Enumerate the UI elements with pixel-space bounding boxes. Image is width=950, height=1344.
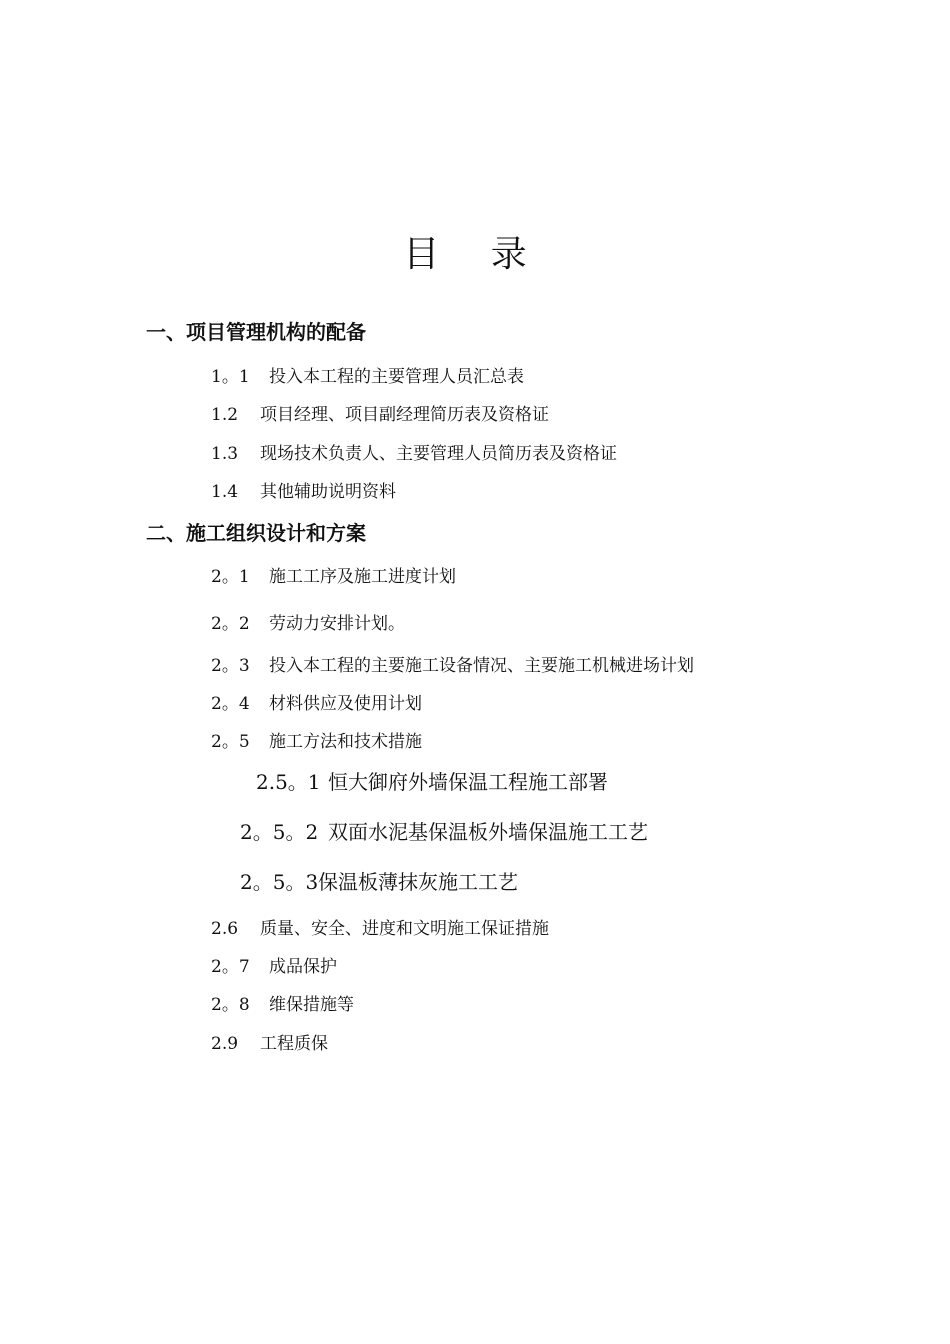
toc-item-2-5 [211,727,422,752]
toc-item-2-5-1 [256,766,608,795]
toc-item-number: 1.2 [211,405,239,425]
section-heading-2: 二、施工组织设计和方案 [146,521,366,545]
toc-item-number: 2。5 [211,732,250,752]
toc-item-2-6 [211,914,549,939]
toc-item-1-4 [211,477,396,502]
toc-item-1-3 [211,439,617,464]
toc-item-text: 现场技术负责人、主要管理人员简历表及资格证 [260,444,617,464]
toc-item-text: 工程质保 [260,1034,328,1054]
toc-item-2-7 [211,952,337,977]
toc-item-2-1 [211,562,456,587]
toc-item-1-2 [211,400,549,425]
toc-item-number: 2。3 [211,656,250,676]
toc-item-number: 1.3 [211,444,239,464]
toc-item-number: 2。1 [211,567,250,587]
toc-item-2-9 [211,1029,328,1054]
toc-item-text: 保温板薄抹灰施工工艺 [318,870,518,894]
toc-item-number: 2。8 [211,995,250,1015]
toc-item-1-1 [211,362,524,387]
toc-item-number: 2。5。3 [240,870,319,894]
page-title: 目 录 [403,234,547,275]
toc-item-text: 投入本工程的主要施工设备情况、主要施工机械进场计划 [269,656,694,676]
toc-item-2-4 [211,689,422,714]
toc-item-2-8 [211,990,354,1015]
toc-item-number: 2。2 [211,614,250,634]
toc-item-text: 劳动力安排计划。 [269,614,405,634]
toc-item-text: 项目经理、项目副经理简历表及资格证 [260,405,549,425]
toc-item-number: 2.9 [211,1034,239,1054]
toc-item-text: 成品保护 [269,957,337,977]
toc-item-number: 1。1 [211,367,250,387]
toc-item-text: 施工方法和技术措施 [269,732,422,752]
toc-item-number: 2。4 [211,694,250,714]
toc-item-2-2 [211,609,405,634]
toc-item-text: 恒大御府外墙保温工程施工部署 [328,770,608,794]
toc-item-text: 质量、安全、进度和文明施工保证措施 [260,919,549,939]
toc-item-text: 材料供应及使用计划 [269,694,422,714]
toc-item-text: 维保措施等 [269,995,354,1015]
toc-item-text: 施工工序及施工进度计划 [269,567,456,587]
toc-item-number: 2.5。1 [256,770,321,794]
toc-item-number: 2。5。2 [240,820,319,844]
toc-item-text: 双面水泥基保温板外墙保温施工工艺 [328,820,648,844]
toc-item-2-3 [211,651,694,676]
toc-item-number: 2。7 [211,957,250,977]
toc-item-text: 投入本工程的主要管理人员汇总表 [269,367,524,387]
toc-item-2-5-2 [240,816,648,845]
section-heading-1: 一、项目管理机构的配备 [146,320,366,344]
toc-item-text: 其他辅助说明资料 [260,482,396,502]
toc-item-number: 1.4 [211,482,239,502]
toc-item-number: 2.6 [211,919,239,939]
toc-item-2-5-3 [240,866,518,895]
